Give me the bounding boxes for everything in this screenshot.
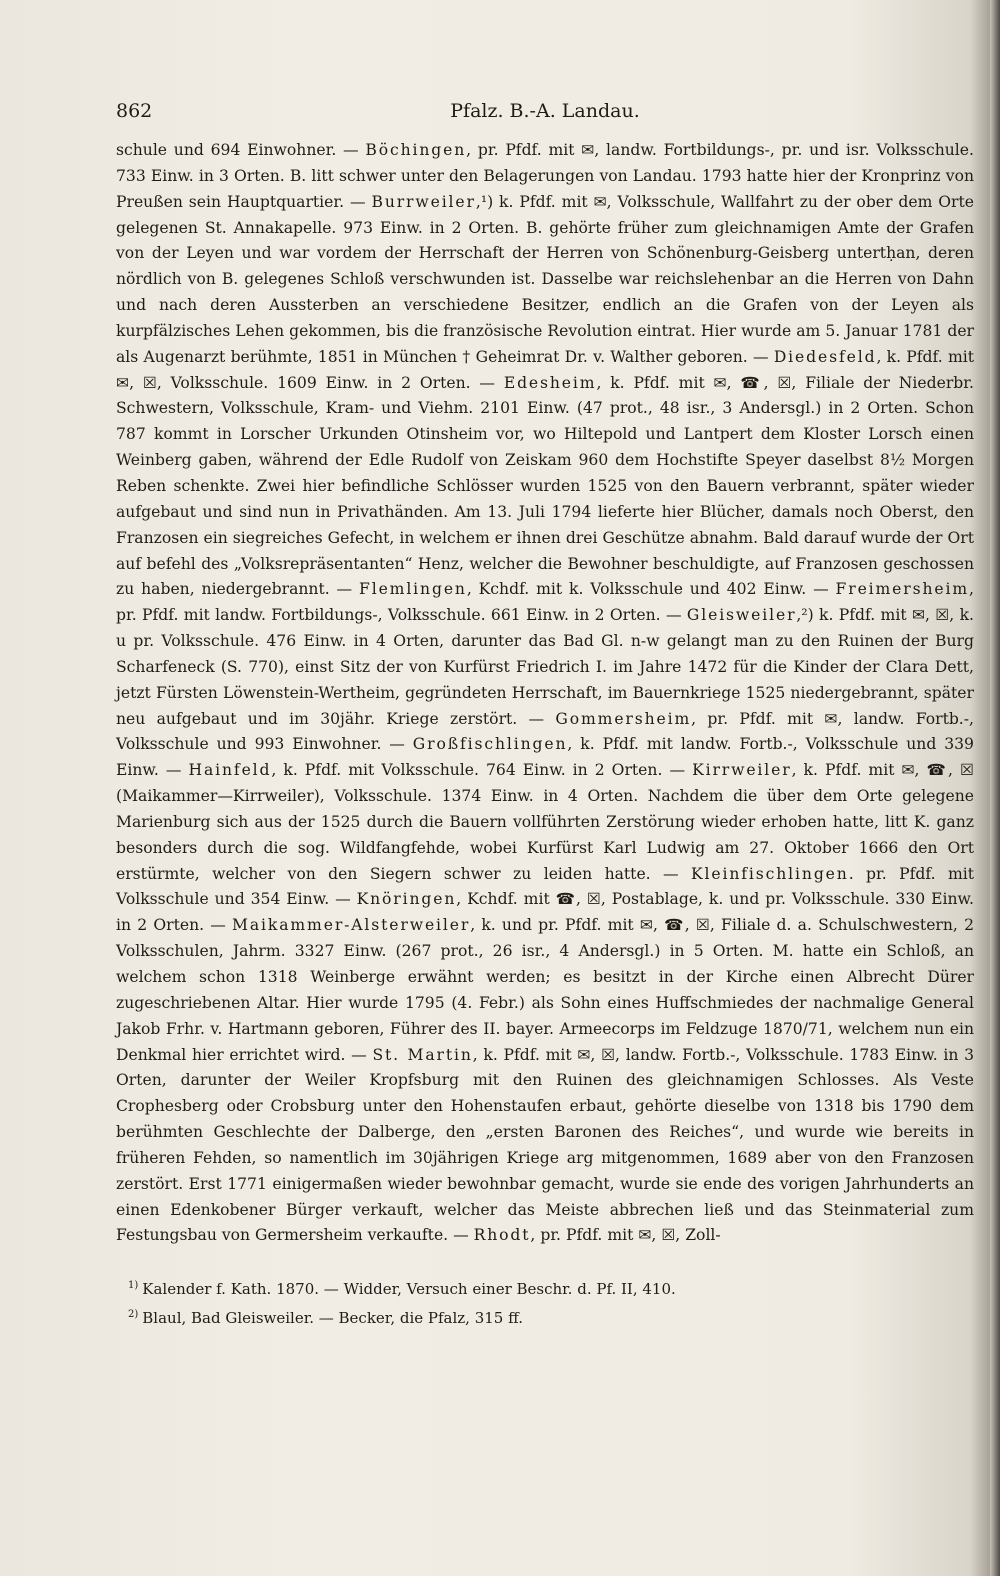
body-run: , pr. Pfdf. mit ✉, landw. Fortb.-, Volksschule und 993 Einwohner. — (116, 709, 974, 754)
place-name: Gleisweiler (686, 606, 797, 625)
place-name: Kirrweiler (692, 761, 792, 780)
body-run: . pr. Pfdf. mit Volksschule und 354 Einw. — (116, 864, 974, 909)
body-run: , k. Pfdf. mit ✉, ☒, Volksschule. 1609 Einw. in 2 Orten. — (116, 347, 974, 392)
footnote (116, 1302, 974, 1331)
place-name: Knöringen (356, 890, 457, 909)
place-name: Diedesfeld (773, 347, 877, 366)
place-name: Großfischlingen (412, 735, 568, 754)
body-run: , k. Pfdf. mit landw. Fortb.-, Volksschule und 339 Einw. — (116, 735, 974, 780)
body-run: , pr. Pfdf. mit landw. Fortbildungs-, Volksschule. 661 Einw. in 2 Orten. — (116, 580, 974, 625)
body-text (116, 138, 974, 1249)
body-run: , k. Pfdf. mit ✉, ☎, ☒ (Maikammer—Kirrweiler), Volksschule. 1374 Einw. in 4 Orten. Nachdem die über dem Orte gelegene Marienburg sich aus der 1525 durch die Bauern vollführten Zerstörung wieder erhoben hatte, litt K. ganz besonders durch die sog. Wildfangfehde, wobei Kurfürst Karl Ludwig am 27. Oktober 1666 den Ort erstürmte, welcher von den Siegern schwer zu leiden hatte. — (116, 761, 974, 883)
footnote-mark: 2) (128, 1309, 139, 1321)
footnotes (116, 1273, 974, 1331)
body-run: schule und 694 Einwohner. — (116, 141, 366, 159)
body-run: , k. Pfdf. mit ✉, ☎, ☒, Filiale der Niederbr. Schwestern, Volksschule, Kram- und Viehm. 2101 Einw. (47 prot., 48 isr., 3 Andersgl.) in 2 Orten. Schon 787 kommt in Lorscher Urkunden Otinsheim vor, wo Hiltepold und Lantpert dem Kloster Lorsch einen Weinberg gaben, während der Edle Rudolf von Zeiskam 960 dem Hochstifte Speyer daselbst 8½ Morgen Reben schenkte. Zwei hier befindliche Schlösser wurden 1525 von den Bauern verbrannt, später wieder aufgebaut und sind nun in Privathänden. Am 13. Juli 1794 lieferte hier Blücher, damals noch Oberst, den Franzosen ein siegreiches Gefecht, in welchem er ihnen drei Geschütze abnahm. Bald darauf wurde der Ort auf befehl des „Volksrepräsentanten“ Henz, welcher die Bewohner beschuldigte, auf Franzosen geschossen zu haben, niedergebrannt. — (116, 373, 974, 599)
body-run: , pr. Pfdf. mit ✉, ☒, Zoll- (530, 1226, 721, 1245)
place-name: Hainfeld (188, 761, 272, 780)
footnote-mark: 1) (128, 1280, 139, 1292)
page-header (116, 88, 974, 132)
book-spine-edge (990, 0, 1000, 1576)
page-number: 862 (116, 100, 153, 122)
place-name: Rhodt (473, 1226, 531, 1245)
body-run: ,¹) k. Pfdf. mit ✉, Volksschule, Wallfahrt zu der ober dem Orte gelegenen St. Annakapelle. 973 Einw. in 2 Orten. B. gehörte früher zum gleichnamigen Amte der Grafen von der Leyen und war vordem der Herrschaft der Herren von Schönenburg-Geisberg untertḥan, deren nördlich von B. gelegenes Schloß verschwunden ist. Dasselbe war reichslehenbar an die Herren von Dahn und nach deren Aussterben an verschiedene Besitzer, endlich an die Grafen von der Leyen als kurpfälzisches Lehen gekommen, bis die französische Revolution eintrat. Hier wurde am 5. Januar 1781 der als Augenarzt berühmte, 1851 in München † Geheimrat Dr. v. Walther geboren. — (116, 192, 974, 366)
body-run: , k. Pfdf. mit Volksschule. 764 Einw. in 2 Orten. — (271, 761, 693, 780)
place-name: Kleinfischlingen (691, 864, 849, 883)
footnote (116, 1273, 974, 1302)
body-run: , Kchdf. mit k. Volksschule und 402 Einw. — (466, 580, 836, 599)
body-run: ,²) k. Pfdf. mit ✉, ☒, k. u pr. Volksschule. 476 Einw. in 4 Orten, darunter das Bad Gl. n-w gelangt man zu den Ruinen der Burg Scharfeneck (S. 770), einst Sitz der von Kurfürst Friedrich I. im Jahre 1472 für die Kinder der Clara Dett, jetzt Fürsten Löwenstein-Wertheim, gegründeten Herrschaft, im Bauernkriege 1525 niedergebrannt, später neu aufgebaut und im 30jähr. Kriege zerstört. — (116, 606, 974, 728)
place-name: Edesheim (503, 373, 597, 392)
place-name: Böchingen (365, 141, 467, 159)
body-run: , pr. Pfdf. mit ✉, landw. Fortbildungs-, pr. und isr. Volksschule. 733 Einw. in 3 Orten. B. litt schwer unter den Belagerungen von Landau. 1793 hatte hier der Kronprinz von Preußen sein Hauptquartier. — (116, 141, 974, 211)
body-run: , Kchdf. mit ☎, ☒, Postablage, k. und pr. Volksschule. 330 Einw. in 2 Orten. — (116, 890, 974, 935)
place-name: Flemlingen (359, 580, 467, 599)
running-title: Pfalz. B.-A. Landau. (450, 100, 640, 122)
body-run: , k. und pr. Pfdf. mit ✉, ☎, ☒, Filiale d. a. Schulschwestern, 2 Volksschulen, Jahrm. 3327 Einw. (267 prot., 26 isr., 4 Andersgl.) in 5 Orten. M. hatte ein Schloß, an welchem schon 1318 Weinberge erwähnt werden; es besitzt in der Kirche einen Albrecht Dürer zugeschriebenen Altar. Hier wurde 1795 (4. Febr.) als Sohn eines Huffschmiedes der nachmalige General Jakob Frhr. v. Hartmann geboren, Führer des II. bayer. Armeecorps im Feldzuge 1870/71, welchem nun ein Denkmal hier errichtet wird. — (116, 916, 974, 1064)
place-name: St. Martin (372, 1045, 473, 1064)
place-name: Freimersheim (835, 580, 970, 599)
place-name: Gommersheim (555, 709, 692, 728)
footnote-text: Blaul, Bad Gleisweiler. — Becker, die Pfalz, 315 ff. (142, 1309, 524, 1328)
place-name: Maikammer-Alsterweiler (232, 916, 471, 935)
place-name: Burrweiler (371, 192, 476, 211)
footnote-text: Kalender f. Kath. 1870. — Widder, Versuch einer Beschr. d. Pf. II, 410. (142, 1280, 676, 1299)
body-run: , k. Pfdf. mit ✉, ☒, landw. Fortb.-, Volksschule. 1783 Einw. in 3 Orten, darunter der Weiler Kropfsburg mit den Ruinen des gleichnamigen Schlosses. Als Veste Crophesberg oder Crobsburg unter den Hohenstaufen erbaut, gehörte dieselbe von 1318 bis 1790 dem berühmten Geschlechte der Dalberge, den „ersten Baronen des Reiches“, und wurde wie bereits in früheren Fehden, so namentlich im 30jährigen Kriege arg mitgenommen, 1689 aber von den Franzosen zerstört. Erst 1771 einigermaßen wieder bewohnbar gemacht, wurde sie ende des vorigen Jahrhunderts an einen Edenkobener Bürger verkauft, welcher das Meiste abbrechen ließ und das Steinmaterial zum Festungsbau von Germersheim verkaufte. — (116, 1045, 974, 1245)
